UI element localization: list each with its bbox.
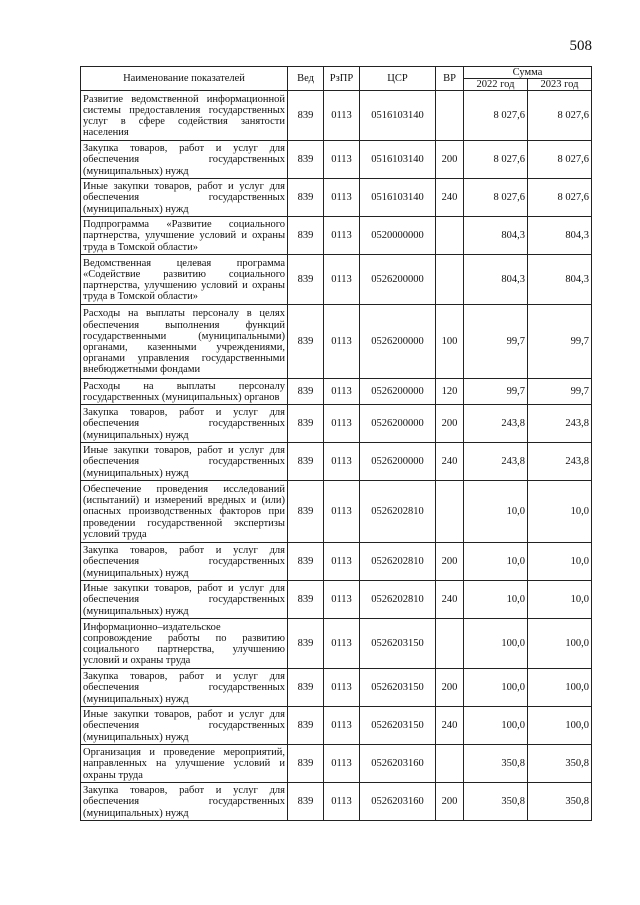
table-row: [81, 179, 592, 217]
row-vr: 200: [436, 141, 464, 179]
header-vr: ВР: [436, 67, 464, 91]
row-rzpr: 0113: [324, 255, 360, 305]
row-rzpr: 0113: [324, 481, 360, 543]
row-amount-2022: 350,8: [464, 745, 528, 783]
row-amount-2023: 10,0: [528, 481, 592, 543]
row-ved: 839: [288, 619, 324, 669]
row-amount-2023: 243,8: [528, 405, 592, 443]
row-ved: 839: [288, 255, 324, 305]
header-name: Наименование показателей: [81, 67, 288, 91]
table-row: [81, 619, 592, 669]
table-row: [81, 783, 592, 821]
row-rzpr: 0113: [324, 379, 360, 405]
header-sum: Сумма: [464, 67, 592, 79]
row-amount-2022: 10,0: [464, 481, 528, 543]
row-name: Расходы на выплаты персоналу в целях обеспечения выполнения функций государственными (муниципальными) органами, казенными учреждениями, органами управления государственными внебюджетными фондами: [81, 305, 288, 379]
row-name: Информационно–издательское сопровождение работы по развитию социального партнерства, улучшению условий и охраны труда: [81, 619, 288, 669]
row-rzpr: 0113: [324, 707, 360, 745]
header-ved: Вед: [288, 67, 324, 91]
row-amount-2022: 8 027,6: [464, 91, 528, 141]
table-row: [81, 91, 592, 141]
row-amount-2023: 99,7: [528, 379, 592, 405]
row-rzpr: 0113: [324, 619, 360, 669]
row-csr: 0516103140: [360, 91, 436, 141]
row-amount-2023: 8 027,6: [528, 141, 592, 179]
row-csr: 0526200000: [360, 379, 436, 405]
row-vr: 200: [436, 543, 464, 581]
page-number: 508: [569, 38, 592, 54]
row-name: Закупка товаров, работ и услуг для обеспечения государственных (муниципальных) нужд: [81, 783, 288, 821]
row-csr: 0520000000: [360, 217, 436, 255]
row-name: Иные закупки товаров, работ и услуг для обеспечения государственных (муниципальных) нужд: [81, 707, 288, 745]
row-csr: 0526200000: [360, 305, 436, 379]
row-vr: [436, 91, 464, 141]
table-row: [81, 141, 592, 179]
row-csr: 0526200000: [360, 405, 436, 443]
row-ved: 839: [288, 379, 324, 405]
header-rzpr: РзПР: [324, 67, 360, 91]
row-ved: 839: [288, 91, 324, 141]
row-csr: 0526203160: [360, 783, 436, 821]
row-amount-2023: 10,0: [528, 581, 592, 619]
row-amount-2022: 10,0: [464, 581, 528, 619]
row-csr: 0516103140: [360, 179, 436, 217]
row-rzpr: 0113: [324, 745, 360, 783]
row-ved: 839: [288, 783, 324, 821]
row-csr: 0526200000: [360, 255, 436, 305]
row-vr: [436, 745, 464, 783]
table-row: [81, 405, 592, 443]
row-amount-2022: 100,0: [464, 707, 528, 745]
row-vr: 200: [436, 669, 464, 707]
table-row: [81, 255, 592, 305]
table-row: [81, 217, 592, 255]
row-vr: [436, 217, 464, 255]
row-ved: 839: [288, 179, 324, 217]
row-amount-2023: 804,3: [528, 255, 592, 305]
row-name: Закупка товаров, работ и услуг для обеспечения государственных (муниципальных) нужд: [81, 405, 288, 443]
row-amount-2023: 100,0: [528, 619, 592, 669]
table-row: [81, 581, 592, 619]
row-rzpr: 0113: [324, 405, 360, 443]
row-amount-2023: 99,7: [528, 305, 592, 379]
row-amount-2023: 804,3: [528, 217, 592, 255]
row-amount-2023: 100,0: [528, 707, 592, 745]
row-rzpr: 0113: [324, 305, 360, 379]
row-ved: 839: [288, 481, 324, 543]
row-ved: 839: [288, 443, 324, 481]
row-amount-2023: 350,8: [528, 783, 592, 821]
row-name: Закупка товаров, работ и услуг для обеспечения государственных (муниципальных) нужд: [81, 543, 288, 581]
row-vr: 100: [436, 305, 464, 379]
row-csr: 0526203150: [360, 707, 436, 745]
row-name: Обеспечение проведения исследований (испытаний) и измерений вредных и (или) опасных производственных факторов при проведении государственной экспертизы условий труда: [81, 481, 288, 543]
row-csr: 0526202810: [360, 481, 436, 543]
row-name: Организация и проведение мероприятий, направленных на улучшение условий и охраны труда: [81, 745, 288, 783]
row-amount-2023: 243,8: [528, 443, 592, 481]
header-year-2022: 2022 год: [464, 79, 528, 91]
row-ved: 839: [288, 305, 324, 379]
row-amount-2022: 8 027,6: [464, 141, 528, 179]
row-csr: 0526203150: [360, 669, 436, 707]
row-name: Ведомственная целевая программа «Содействие развитию социального партнерства, улучшению условий и охраны труда в Томской области»: [81, 255, 288, 305]
row-amount-2023: 10,0: [528, 543, 592, 581]
header-year-2023: 2023 год: [528, 79, 592, 91]
row-amount-2022: 350,8: [464, 783, 528, 821]
row-rzpr: 0113: [324, 783, 360, 821]
row-csr: 0526203150: [360, 619, 436, 669]
row-name: Закупка товаров, работ и услуг для обеспечения государственных (муниципальных) нужд: [81, 141, 288, 179]
row-vr: 240: [436, 179, 464, 217]
row-name: Иные закупки товаров, работ и услуг для обеспечения государственных (муниципальных) нужд: [81, 179, 288, 217]
row-ved: 839: [288, 669, 324, 707]
row-vr: 240: [436, 443, 464, 481]
row-name: Закупка товаров, работ и услуг для обеспечения государственных (муниципальных) нужд: [81, 669, 288, 707]
budget-table: [80, 66, 592, 821]
row-csr: 0526202810: [360, 581, 436, 619]
row-vr: 120: [436, 379, 464, 405]
row-amount-2023: 100,0: [528, 669, 592, 707]
row-amount-2022: 804,3: [464, 255, 528, 305]
row-vr: 200: [436, 783, 464, 821]
row-vr: 240: [436, 581, 464, 619]
row-rzpr: 0113: [324, 217, 360, 255]
row-amount-2022: 8 027,6: [464, 179, 528, 217]
row-amount-2022: 243,8: [464, 405, 528, 443]
table-row: [81, 379, 592, 405]
row-ved: 839: [288, 543, 324, 581]
table-row: [81, 543, 592, 581]
row-amount-2022: 804,3: [464, 217, 528, 255]
row-rzpr: 0113: [324, 669, 360, 707]
row-amount-2023: 8 027,6: [528, 179, 592, 217]
row-csr: 0526202810: [360, 543, 436, 581]
row-name: Подпрограмма «Развитие социального партнерства, улучшение условий и охраны труда в Томской области»: [81, 217, 288, 255]
row-csr: 0526200000: [360, 443, 436, 481]
row-rzpr: 0113: [324, 581, 360, 619]
row-vr: [436, 481, 464, 543]
table-row: [81, 707, 592, 745]
row-name: Развитие ведомственной информационной системы предоставления государственных услуг в сфере содействия занятости населения: [81, 91, 288, 141]
row-amount-2023: 8 027,6: [528, 91, 592, 141]
header-csr: ЦСР: [360, 67, 436, 91]
row-amount-2022: 243,8: [464, 443, 528, 481]
row-rzpr: 0113: [324, 91, 360, 141]
row-amount-2022: 100,0: [464, 669, 528, 707]
row-vr: [436, 619, 464, 669]
row-csr: 0516103140: [360, 141, 436, 179]
row-name: Расходы на выплаты персоналу государственных (муниципальных) органов: [81, 379, 288, 405]
row-ved: 839: [288, 581, 324, 619]
row-amount-2022: 99,7: [464, 379, 528, 405]
row-rzpr: 0113: [324, 543, 360, 581]
table-row: [81, 305, 592, 379]
row-rzpr: 0113: [324, 179, 360, 217]
table-row: [81, 669, 592, 707]
row-vr: [436, 255, 464, 305]
table-body: [81, 91, 592, 821]
row-rzpr: 0113: [324, 443, 360, 481]
row-vr: 200: [436, 405, 464, 443]
row-ved: 839: [288, 707, 324, 745]
row-amount-2023: 350,8: [528, 745, 592, 783]
row-ved: 839: [288, 217, 324, 255]
row-vr: 240: [436, 707, 464, 745]
row-ved: 839: [288, 405, 324, 443]
row-name: Иные закупки товаров, работ и услуг для обеспечения государственных (муниципальных) нужд: [81, 581, 288, 619]
row-amount-2022: 99,7: [464, 305, 528, 379]
row-csr: 0526203160: [360, 745, 436, 783]
row-ved: 839: [288, 141, 324, 179]
table-row: [81, 443, 592, 481]
table-row: [81, 745, 592, 783]
row-amount-2022: 100,0: [464, 619, 528, 669]
row-amount-2022: 10,0: [464, 543, 528, 581]
row-rzpr: 0113: [324, 141, 360, 179]
table-row: [81, 481, 592, 543]
row-ved: 839: [288, 745, 324, 783]
row-name: Иные закупки товаров, работ и услуг для обеспечения государственных (муниципальных) нужд: [81, 443, 288, 481]
